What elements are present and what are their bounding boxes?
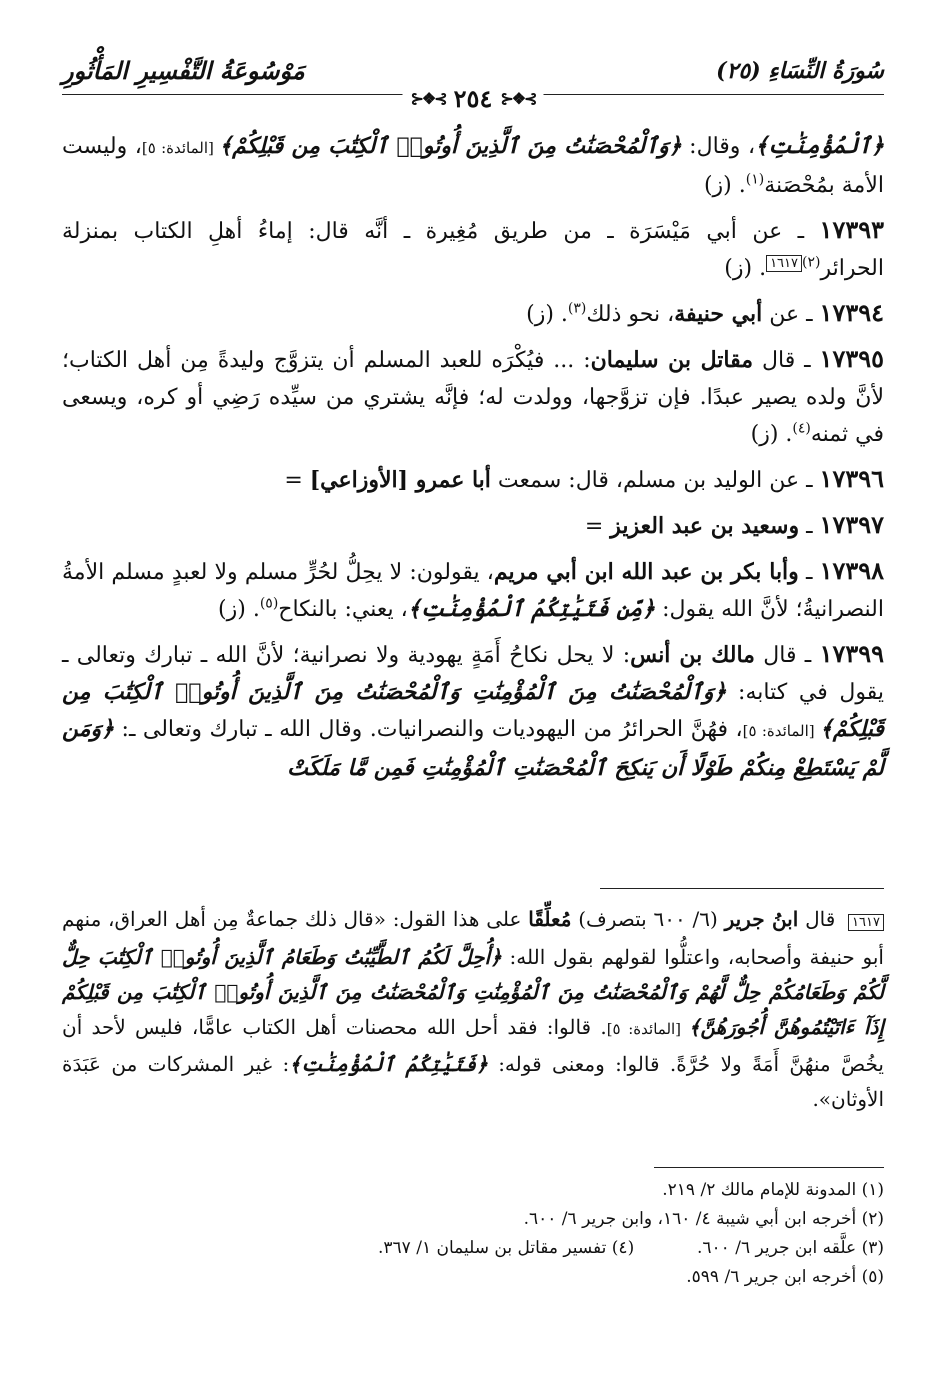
text: ، يعني: بالنكاح <box>278 597 408 622</box>
footnote-3: (٣) علَّقه ابن جرير ٦/ ٦٠٠. <box>696 1238 884 1258</box>
text: ، وليست الأمة بمُحْصَنة <box>62 134 884 198</box>
footnotes <box>62 1176 884 1292</box>
text: : غير المشركات من عَبَدَة الأوثان». <box>62 1052 884 1111</box>
text: : ... فيُكْرَه للعبد المسلم أن يتزوَّج وليدةً مِن أهل الكتاب؛ لأنَّ ولده يصير عبدًا. فإن تزوَّجها، وولدت له؛ فإنَّه يشتري من سيِّده رَضِي أو كره، ويسعى في ثمنه <box>62 348 884 447</box>
narration-number: ١٧٣٩٩ <box>819 639 885 668</box>
footnotes-divider <box>654 1167 884 1168</box>
narration-number: ١٧٣٩٤ <box>819 298 884 327</box>
narrator-name: أبي حنيفة <box>674 301 763 327</box>
footnote-1: (١) المدونة للإمام مالك ٢/ ٢١٩. <box>662 1180 884 1200</box>
verse-reference: [المائدة: ٥] <box>742 722 820 740</box>
footnote-4: (٤) تفسير مقاتل بن سليمان ١/ ٣٦٧. <box>378 1238 635 1258</box>
ornament-left-icon: ⊱❖⊰ <box>410 89 446 108</box>
narration-number: ١٧٣٩٣ <box>819 215 884 244</box>
commentary-divider <box>600 888 884 889</box>
text: ـ عن <box>762 302 820 327</box>
text: . (ز) <box>750 422 793 447</box>
footnote-5: (٥) أخرجه ابن جرير ٦/ ٥٩٩. <box>686 1267 884 1287</box>
text: = <box>584 514 611 539</box>
narration-number: ١٧٣٩٨ <box>819 556 885 585</box>
footnote-marker: (٢) <box>802 254 821 271</box>
text: . (ز) <box>724 256 767 281</box>
emphasis: مُعلِّقًا <box>528 907 572 931</box>
text: . (ز) <box>703 173 746 198</box>
footnote-marker: (٣) <box>567 300 587 317</box>
narration-17397 <box>62 506 884 545</box>
narrator-name: وسعيد بن عبد العزيز <box>610 513 800 539</box>
narration-17394 <box>62 294 884 333</box>
narrator-name: مقاتل بن سليمان <box>590 347 754 373</box>
text: : لا يحل نكاحُ أَمَةٍ يهودية ولا نصرانية؛ لأنَّ الله ـ تبارك وتعالى ـ يقول في كتابه: <box>62 643 884 705</box>
text: . (ز) <box>218 597 260 622</box>
quran-quote: ﴿ٱلْمُؤْمِنَٰتِ﴾ <box>755 133 884 159</box>
book-title: مَوْسُوعَةُ التَّفْسِيرِ المَأْثُورِ <box>62 56 305 85</box>
text: قال <box>798 907 843 931</box>
ornament-right-icon: ⊱❖⊰ <box>500 89 536 108</box>
narration-17398 <box>62 552 884 628</box>
paragraph-continuation <box>62 128 884 204</box>
verse-reference: [المائدة: ٥] <box>606 1020 689 1038</box>
footnote-row <box>62 1234 884 1263</box>
surah-title: سُورَةُ النِّسَاءِ (٢٥) <box>716 58 884 84</box>
narrator-name: وأبا بكر بن عبد الله ابن أبي مريم <box>493 559 799 585</box>
text: ، وقال: <box>681 134 756 159</box>
page-header <box>62 52 884 113</box>
narration-17393 <box>62 211 884 287</box>
narrator-name: أبا عمرو [الأوزاعي] <box>309 467 491 493</box>
page-number-block <box>403 84 544 113</box>
narration-number: ١٧٣٩٦ <box>819 464 884 493</box>
quran-quote: ﴿فَتَيَٰتِكُمُ ٱلْمُؤْمِنَٰتِ﴾ <box>289 1052 488 1076</box>
narration-number: ١٧٣٩٧ <box>819 510 884 539</box>
text: ـ عن الوليد بن مسلم، قال: سمعت <box>490 468 820 493</box>
commentary-box-marker: ١٦١٧ <box>766 255 802 272</box>
text: ـ <box>799 514 820 539</box>
narration-number: ١٧٣٩٥ <box>819 344 884 373</box>
narration-17399 <box>62 635 884 787</box>
commentary-box-number: ١٦١٧ <box>848 914 884 931</box>
narration-17395 <box>62 340 884 453</box>
text: . (ز) <box>526 302 568 327</box>
text: ، يقولون: لا يحِلُّ لحُرٍّ مسلم ولا لعبدٍ مسلم الأمةُ النصرانيةُ؛ لأنَّ الله يقول: <box>62 560 884 622</box>
main-text <box>62 128 884 794</box>
footnote-marker: (٤) <box>792 420 811 437</box>
verse-reference: [المائدة: ٥] <box>141 139 220 157</box>
text: ، فهُنَّ الحرائرُ من اليهوديات والنصرانيات. وقال الله ـ تبارك وتعالى ـ: <box>114 717 743 742</box>
quran-quote: ﴿وَمَن لَّمْ يَسْتَطِعْ مِنكُمْ طَوْلًا أَن يَنكِحَ ٱلْمُحْصَنَٰتِ ٱلْمُؤْمِنَٰتِ فَمِن مَّا مَلَكَتْ <box>62 716 884 781</box>
quran-quote: ﴿وَٱلْمُحْصَنَٰتُ مِنَ ٱلَّذِينَ أُوتُوا۟ ٱلْكِتَٰبَ مِن قَبْلِكُمْ﴾ <box>219 133 682 159</box>
footnote-2: (٢) أخرجه ابن أبي شيبة ٤/ ١٦٠، وابن جرير ٦/ ٦٠٠. <box>523 1209 884 1229</box>
text: على هذا القول: «قال ذلك جماعةٌ مِن أهل العراق، منهم أبو حنيفة وأصحابه، واعتلُّوا لقولهم بقول الله: <box>62 907 884 969</box>
page-number: ٢٥٤ <box>453 84 493 113</box>
quran-quote: ﴿أُحِلَّ لَكُمُ ٱلطَّيِّبَٰتُ وَطَعَامُ ٱلَّذِينَ أُوتُوا۟ ٱلْكِتَٰبَ حِلٌّ لَّكُمْ وَطَعَامُكُمْ حِلٌّ لَّهُمْ وَٱلْمُحْصَنَٰتُ مِنَ ٱلْمُؤْمِنَٰتِ وَٱلْمُحْصَنَٰتُ مِنَ ٱلَّذِينَ أُوتُوا۟ ٱلْكِتَٰبَ مِن قَبْلِكُمْ إِذَآ ءَاتَيْتُمُوهُنَّ أُجُورَهُنَّ﴾ <box>62 945 884 1039</box>
text: ـ قال <box>753 348 820 373</box>
narrator-name: مالك بن أنس <box>630 642 755 668</box>
text: = <box>284 468 310 493</box>
scholar-name: ابنُ جرير <box>724 907 799 931</box>
text: ، نحو ذلك <box>586 302 675 327</box>
text: ـ قال <box>754 643 820 668</box>
footnote-marker: (٥) <box>259 595 279 612</box>
quran-quote: ﴿مِّن فَتَيَٰتِكُمُ ٱلْمُؤْمِنَٰتِ﴾ <box>407 596 656 622</box>
text: ـ عن أبي مَيْسَرَة ـ من طريق مُغِيرة ـ أنَّه قال: إماءُ أهلِ الكتاب بمنزلة الحرائر <box>62 219 884 281</box>
quran-quote: ﴿وَٱلْمُحْصَنَٰتُ مِنَ ٱلْمُؤْمِنَٰتِ وَٱلْمُحْصَنَٰتُ مِنَ ٱلَّذِينَ أُوتُوا۟ ٱلْكِتَٰبَ مِن قَبْلِكُمْ﴾ <box>62 679 884 742</box>
narration-17396 <box>62 460 884 499</box>
text: ـ <box>798 560 820 585</box>
footnote-marker: (١) <box>745 171 765 188</box>
commentary-note <box>62 902 884 1117</box>
text: (٦/ ٦٠٠ بتصرف) <box>571 907 725 931</box>
text: . قالوا: فقد أحل الله محصنات أهل الكتاب عامًّا، فليس لأحد أن يخُصَّ منهُنَّ أَمَةً ولا حُرَّةً. قالوا: ومعنى قوله: <box>62 1015 884 1076</box>
